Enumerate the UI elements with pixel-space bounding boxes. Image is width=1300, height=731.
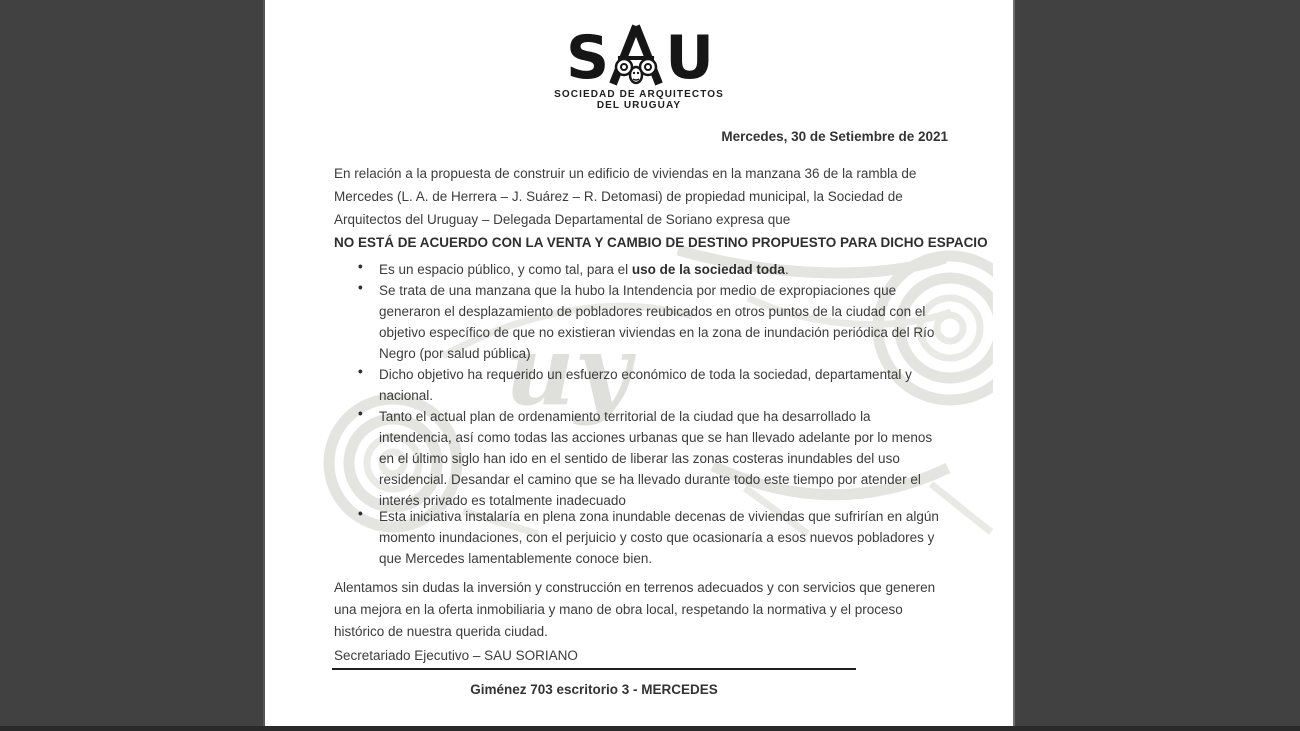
sau-logo xyxy=(265,24,1013,111)
closing-paragraph xyxy=(334,577,935,643)
bullet-line: momento inundaciones, con el perjuicio y costo que ocasionaría a esos nuevos pobladores y xyxy=(379,530,935,545)
intro-paragraph xyxy=(334,162,988,254)
bullet-line: residencial. Desandar el camino que se ha llevado durante todo este tiempo por atender el xyxy=(379,472,921,487)
bullet-item xyxy=(379,506,939,569)
bullet-line: en el último siglo han ido en el sentido de liberar las zonas costeras inundables del uso xyxy=(379,451,900,466)
intro-line: En relación a la propuesta de construir un edificio de viviendas en la manzana 36 de la rambla de xyxy=(334,166,917,181)
bullet-line: intendencia, así como todas las acciones urbanas que se han llevado adelante por lo menos xyxy=(379,430,933,445)
closing-line: histórico de nuestra querida ciudad. xyxy=(334,624,548,639)
logo-subtitle-line2: DEL URUGUAY xyxy=(596,100,682,111)
bullet-line: interés privado es totalmente inadecuado xyxy=(379,493,626,508)
bullet-item xyxy=(379,259,789,280)
intro-line: Mercedes (L. A. de Herrera – J. Suárez – R. Detomasi) de propiedad municipal, la Sociedad de xyxy=(334,189,903,204)
signature-line: Secretariado Ejecutivo – SAU SORIANO xyxy=(334,648,578,663)
sau-logo-letters xyxy=(566,22,712,93)
bullet-item xyxy=(379,280,934,364)
intro-line: Arquitectos del Uruguay – Delegada Departamental de Soriano expresa que xyxy=(334,212,791,227)
bullet-line: Negro (por salud pública) xyxy=(379,346,531,361)
bullet-item xyxy=(379,406,932,511)
bullet-line: • Dicho objetivo ha requerido un esfuerzo económico de toda la sociedad, departamental y xyxy=(379,367,912,382)
footer-address: Giménez 703 escritorio 3 - MERCEDES xyxy=(470,682,718,697)
bullet-line: objetivo específico de que no existieran viviendas en la zona de inundación periódica del Río xyxy=(379,325,935,340)
document-page xyxy=(263,0,1015,727)
bullet-line: • Se trata de una manzana que la hubo la Intendencia por medio de expropiaciones que xyxy=(379,283,897,298)
bullet-line: • Tanto el actual plan de ordenamiento territorial de la ciudad que ha desarrollado la xyxy=(379,409,871,424)
watermark-script-text: uy xyxy=(505,314,631,427)
ionic-capital-a-icon xyxy=(608,24,664,86)
logo-letter-u: U xyxy=(665,22,712,93)
closing-line: una mejora en la oferta inmobiliaria y mano de obra local, respetando la normativa y el proceso xyxy=(334,602,903,617)
logo-subtitle-line1: SOCIEDAD DE ARQUITECTOS xyxy=(554,89,724,100)
bullet-text-bold: uso de la sociedad toda xyxy=(631,262,785,277)
bullet-line xyxy=(379,259,789,280)
intro-emphasis-line: NO ESTÁ DE ACUERDO CON LA VENTA Y CAMBIO DE DESTINO PROPUESTO PARA DICHO ESPACIO xyxy=(334,235,988,250)
bullet-item xyxy=(379,364,912,406)
bottom-edge-bar xyxy=(0,726,1300,731)
bullet-line: nacional. xyxy=(379,388,434,403)
bullet-line: generaron el desplazamiento de pobladores reubicados en otros puntos de la ciudad con el xyxy=(379,304,926,319)
bullet-text-post: . xyxy=(784,262,789,277)
bullet-text-pre: Es un espacio público, y como tal, para el xyxy=(379,262,632,277)
bullet-line: • Esta iniciativa instalaría en plena zona inundable decenas de viviendas que sufrirían en algún xyxy=(379,509,939,524)
bullet-line: que Mercedes lamentablemente conoce bien. xyxy=(379,551,653,566)
footer-divider xyxy=(332,668,856,670)
logo-letter-s: S xyxy=(566,22,608,93)
letter-date: Mercedes, 30 de Setiembre de 2021 xyxy=(721,129,948,144)
closing-line: Alentamos sin dudas la inversión y construcción en terrenos adecuados y con servicios que generen xyxy=(334,580,936,595)
